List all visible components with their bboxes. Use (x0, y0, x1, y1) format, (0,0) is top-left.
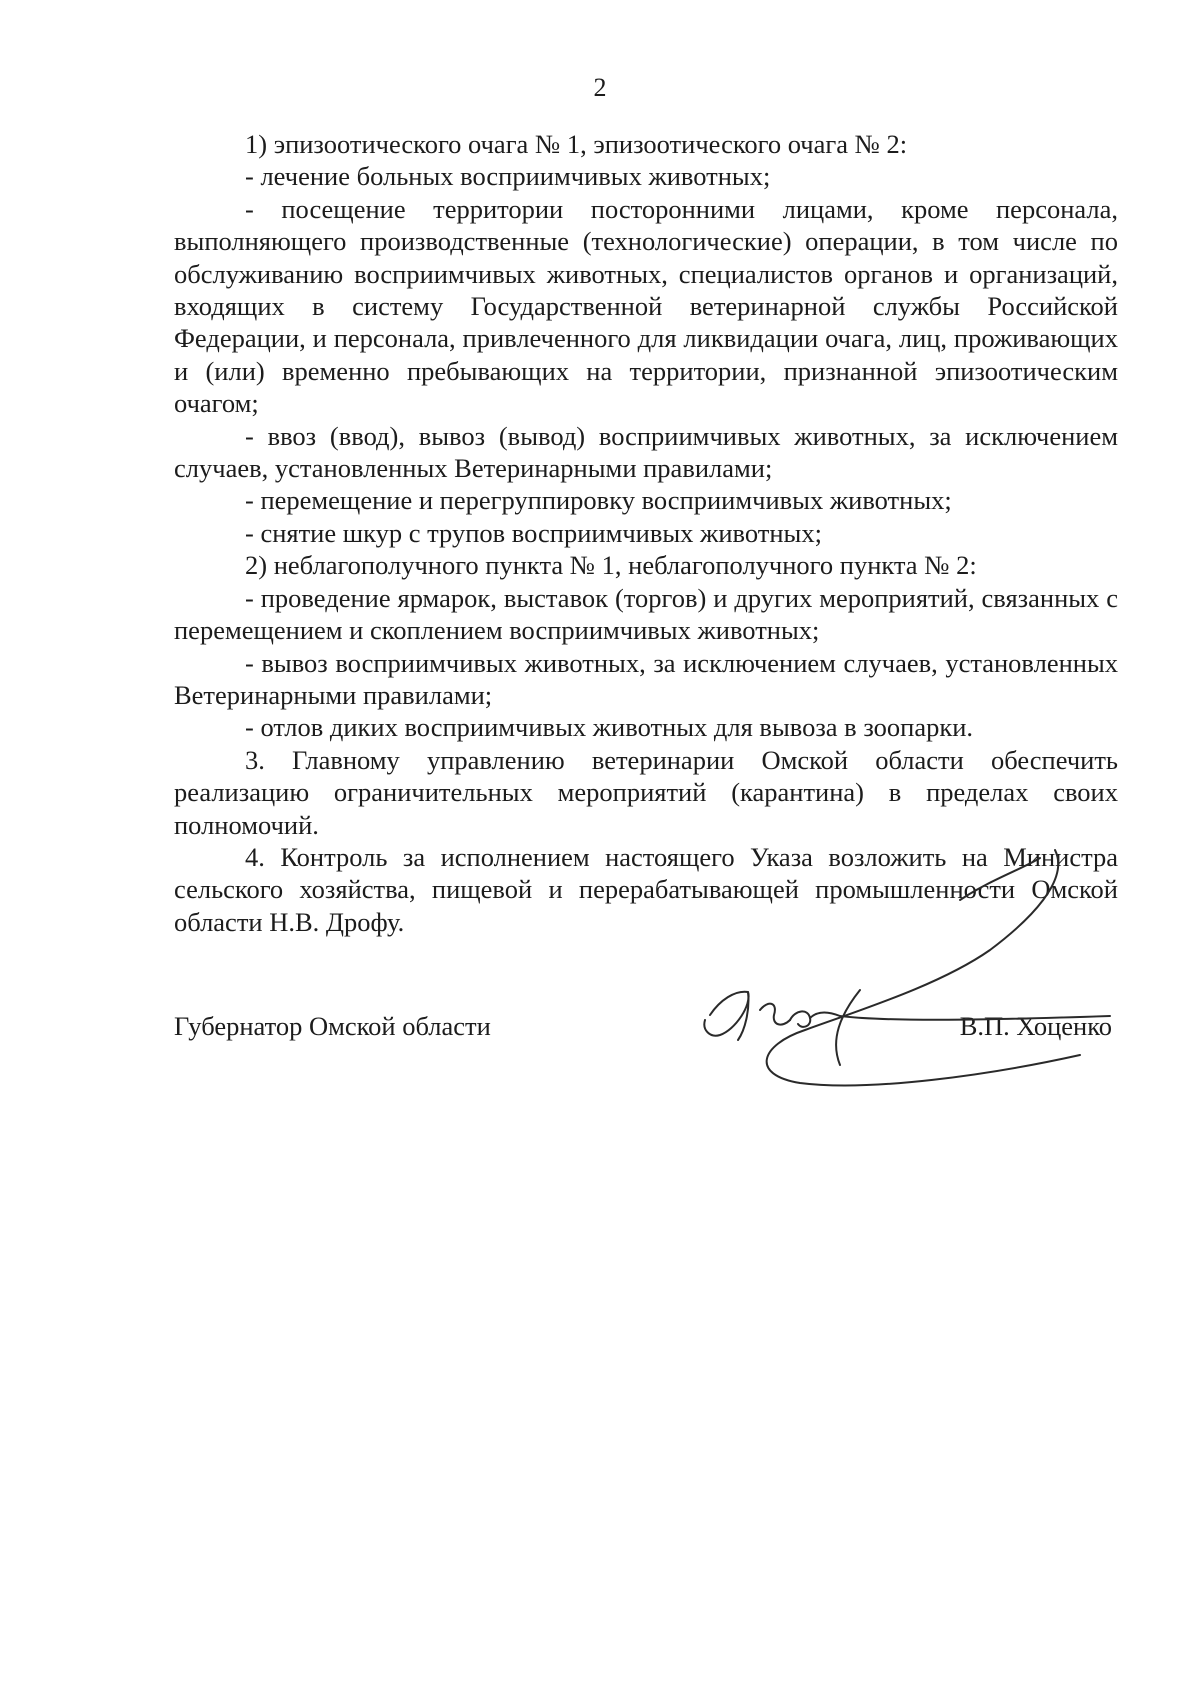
document-body (174, 128, 1118, 938)
paragraph-10: - отлов диких восприимчивых животных для вывоза в зоопарки. (245, 712, 974, 743)
paragraph-5: - перемещение и перегруппировку восприимчивых животных; (245, 485, 952, 516)
paragraph-6: - снятие шкур с трупов восприимчивых животных; (245, 517, 822, 548)
signer-position: Губернатор Омской области (174, 1011, 491, 1041)
paragraph-12: 4. Контроль за исполнением настоящего Указа возложить на Министра сельского хозяйства, пищевой и перерабатывающей промышленности Омской области Н.В. Дрофу. (174, 841, 1118, 937)
paragraph-1: 1) эпизоотического очага № 1, эпизоотического очага № 2: (245, 129, 908, 159)
paragraph-3: - посещение территории посторонними лицами, кроме персонала, выполняющего производственные (технологические) операции, в том числе по обслуживанию восприимчивых животных, специалистов органов и организаций, входящих в систему Государственной ветеринарной службы Российской Федерации, и персонала, привлеченного для ликвидации очага, лиц, проживающих и (или) временно пребывающих на территории, признанной эпизоотическим очагом; (174, 193, 1118, 419)
paragraph-9: - вывоз восприимчивых животных, за исключением случаев, установленных Ветеринарными правилами; (174, 647, 1118, 710)
paragraph-11: 3. Главному управлению ветеринарии Омской области обеспечить реализацию ограничительных мероприятий (карантина) в пределах своих полномочий. (174, 744, 1118, 840)
page-number: 2 (593, 73, 607, 102)
paragraph-4: - ввоз (ввод), вывоз (вывод) восприимчивых животных, за исключением случаев, установленных Ветеринарными правилами; (174, 420, 1118, 484)
paragraph-8: - проведение ярмарок, выставок (торгов) и других мероприятий, связанных с перемещением и скоплением восприимчивых животных; (174, 582, 1118, 646)
signer-name: В.П. Хоценко (959, 1011, 1112, 1041)
paragraph-7: 2) неблагополучного пункта № 1, неблагополучного пункта № 2: (245, 550, 977, 581)
signature-block (174, 1010, 1118, 1050)
paragraph-2: - лечение больных восприимчивых животных; (245, 161, 771, 192)
